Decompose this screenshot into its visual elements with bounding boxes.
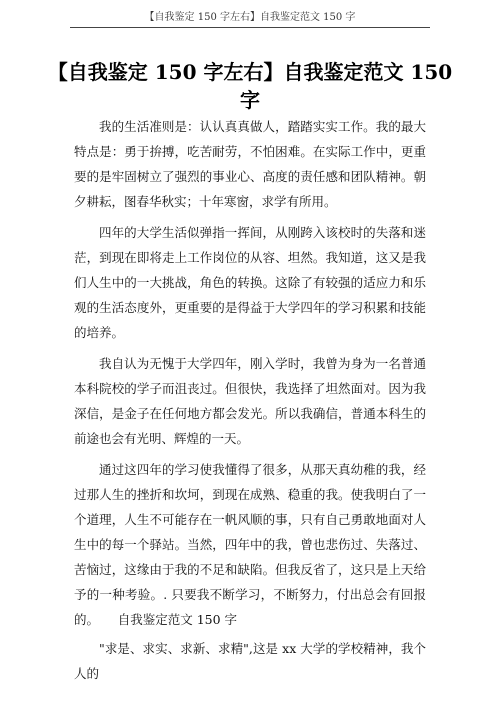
paragraph-5: "求是、求实、求新、求精",这是 xx 大学的学校精神，我个人的 bbox=[74, 641, 426, 681]
page-header: 【自我鉴定 150 字左右】自我鉴定范文 150 字 bbox=[70, 8, 430, 28]
paragraph-1: 我的生活准则是：认认真真做人，踏踏实实工作。我的最大特点是：勇于拚搏，吃苦耐劳，不怕困难。在实际工作中，更重要的是牢固树立了强烈的事业心、高度的责任感和团队精神。朝夕耕耘，图春华秋实；十年寒窗，求学有所用。 bbox=[74, 119, 426, 209]
paragraph-4: 通过这四年的学习使我懂得了很多，从那天真幼稚的我，经过那人生的挫折和坎坷，到现在成熟、稳重的我。使我明白了一个道理，人生不可能存在一帆风顺的事，只有自己勇敢地面对人生中的每一个驿站。当然，四年中的我，曾也悲伤过、失落过、苦恼过，这缘由于我的不足和缺陷。但我反省了，这只是上天给予的一种考验。. 只要我不断学习，不断努力，付出总会有回报的。 自我鉴定范文 150 字 bbox=[74, 462, 426, 627]
document-body bbox=[74, 114, 426, 692]
paragraph-2: 四年的大学生活似弹指一挥间，从刚跨入该校时的失落和迷茫，到现在即将走上工作岗位的从容、坦然。我知道，这又是我们人生中的一大挑战，角色的转换。这除了有较强的适应力和乐观的生活态度外，更重要的是得益于大学四年的学习积累和技能的培养。 bbox=[74, 225, 426, 340]
paragraph-3: 我自认为无愧于大学四年，刚入学时，我曾为身为一名普通本科院校的学子而沮丧过。但很快，我选择了坦然面对。因为我深信，是金子在任何地方都会发光。所以我确信，普通本科生的前途也会有光明、辉煌的一天。 bbox=[74, 356, 426, 446]
document-title: 【自我鉴定 150 字左右】自我鉴定范文 150 字 bbox=[47, 60, 453, 112]
